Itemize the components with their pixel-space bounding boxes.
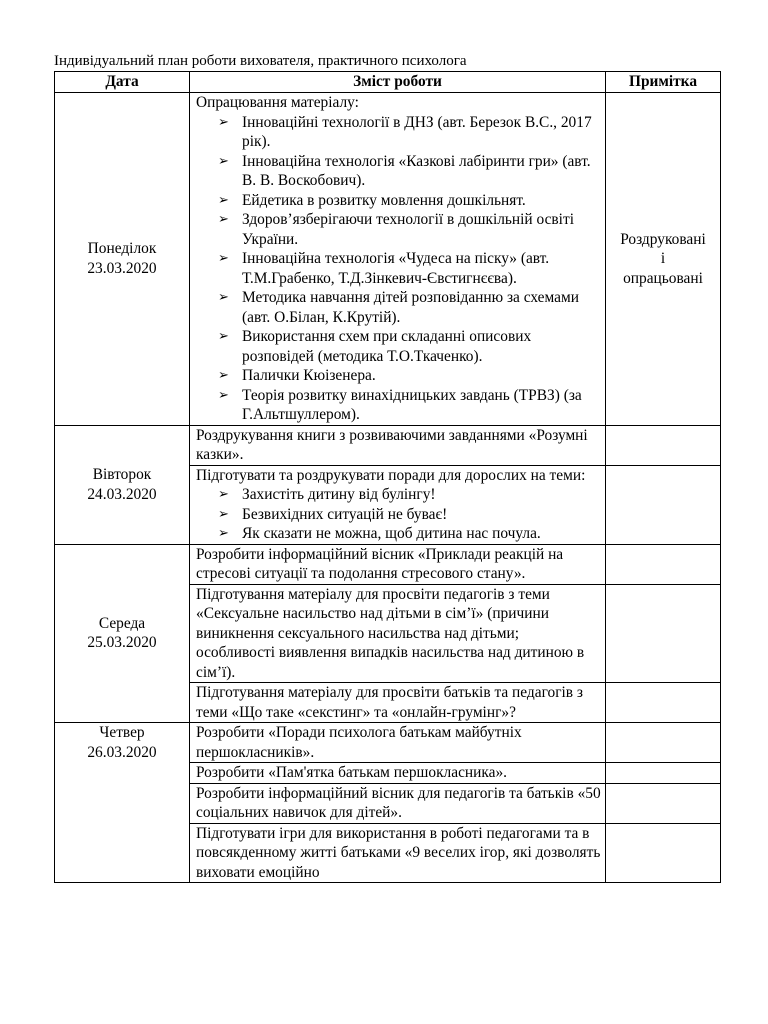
content-cell: [190, 465, 606, 544]
list-item: ➢ Інноваційна технологія «Казкові лабіринти гри» (авт. В. В. Воскобович).: [218, 152, 601, 191]
list-item: ➢ Як сказати не можна, щоб дитина нас почула.: [218, 524, 601, 544]
date-cell: [55, 723, 190, 883]
document-title: Індивідуальний план роботи вихователя, практичного психолога: [54, 53, 467, 69]
content-cell: Підготувати ігри для використання в роботі педагогами та в повсякденному житті батьками «9 веселих ігор, які дозволять виховати емоційно: [190, 823, 606, 883]
note-cell: [606, 544, 721, 584]
note-cell: [606, 723, 721, 763]
note-line: і: [660, 250, 666, 267]
note-line: Роздруковані: [620, 230, 706, 248]
list-item: ➢ Теорія розвитку винахідницьких завдань (ТРВЗ) (за Г.Альтшуллером).: [218, 386, 601, 425]
date-cell: [55, 425, 190, 544]
header-content: Зміст роботи: [190, 72, 606, 93]
list-item: ➢ Інноваційні технології в ДНЗ (авт. Березок В.С., 2017 рік).: [218, 113, 601, 152]
content-cell: Розробити «Поради психолога батькам майбутніх першокласників».: [190, 723, 606, 763]
list-item: ➢ Безвихідних ситуацій не буває!: [218, 505, 601, 525]
note-cell: [606, 425, 721, 465]
note-cell: [606, 584, 721, 683]
list-item: ➢ Палички Кюізенера.: [218, 366, 601, 386]
table-header-row: [55, 72, 721, 93]
table-row: [55, 544, 721, 584]
weekday: Четвер: [99, 724, 145, 741]
note-cell: [606, 93, 721, 426]
list-item: ➢ Інноваційна технологія «Чудеса на піску» (авт. Т.М.Грабенко, Т.Д.Зінкевич-Євстигнєєва).: [218, 249, 601, 288]
weekday: Вівторок: [92, 466, 152, 483]
plan-table: [54, 71, 721, 883]
task-intro: Підготувати та роздрукувати поради для дорослих на теми:: [196, 466, 586, 484]
weekday: Понеділок: [87, 240, 157, 258]
note-cell: [606, 465, 721, 544]
date-value: 25.03.2020: [87, 634, 157, 652]
table-row: [55, 425, 721, 465]
content-cell: [190, 93, 606, 426]
note-cell: [606, 823, 721, 883]
list-item: ➢ Захистіть дитину від булінгу!: [218, 485, 601, 505]
list-item: ➢ Здоров’язберігаючи технології в дошкільній освіті України.: [218, 210, 601, 249]
content-cell: Розробити «Пам'ятка батькам першокласника».: [190, 763, 606, 784]
table-row: [55, 723, 721, 763]
list-item: ➢ Використання схем при складанні описових розповідей (методика Т.О.Ткаченко).: [218, 327, 601, 366]
date-value: 24.03.2020: [87, 485, 157, 503]
note-cell: [606, 763, 721, 784]
content-cell: Підготування матеріалу для просвіти педагогів з теми «Сексуальне насильство над дітьми в сім’ї» (причини виникнення сексуального насильства над дітьми; особливості виявлення випадків насильства над дитиною в сім’ї).: [190, 584, 606, 683]
date-value: 23.03.2020: [87, 259, 157, 277]
header-date: Дата: [55, 72, 190, 93]
weekday: Середа: [98, 614, 146, 632]
list-item: ➢ Методика навчання дітей розповіданню за схемами (авт. О.Білан, К.Крутій).: [218, 288, 601, 327]
header-note: Примітка: [606, 72, 721, 93]
note-cell: [606, 783, 721, 823]
content-cell: Підготування матеріалу для просвіти батьків та педагогів з теми «Що таке «секстинг» та «онлайн-грумінг»?: [190, 683, 606, 723]
date-cell: [55, 544, 190, 723]
task-list: [196, 485, 601, 544]
note-cell: [606, 683, 721, 723]
document-page: [54, 52, 720, 883]
table-row: [55, 93, 721, 426]
date-cell: [55, 93, 190, 426]
date-value: 26.03.2020: [87, 743, 157, 761]
task-intro: Опрацювання матеріалу:: [196, 94, 359, 111]
note-line: опрацьовані: [623, 269, 703, 287]
content-cell: Розробити інформаційний вісник для педагогів та батьків «50 соціальних навичок для дітей».: [190, 783, 606, 823]
content-cell: Роздрукування книги з розвиваючими завданнями «Розумні казки».: [190, 425, 606, 465]
content-cell: Розробити інформаційний вісник «Приклади реакцій на стресові ситуації та подолання стресового стану».: [190, 544, 606, 584]
task-list: [196, 113, 601, 425]
list-item: ➢ Ейдетика в розвитку мовлення дошкільнят.: [218, 191, 601, 211]
